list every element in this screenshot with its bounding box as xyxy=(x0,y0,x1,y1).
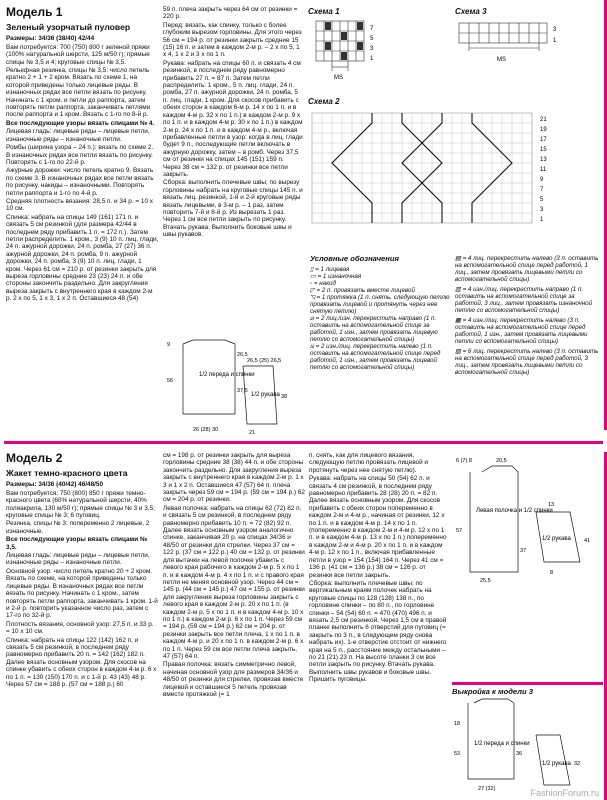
scheme-1-row-3: 3 xyxy=(370,46,374,53)
scheme-3-grid xyxy=(455,15,595,75)
model3-dim-3: 36 xyxy=(516,751,523,758)
model3-title: Выкройка к модели 3 xyxy=(452,688,533,696)
scheme-3-title: Схема 3 xyxy=(455,8,487,16)
pattern2-dim-7: 41 xyxy=(584,538,591,544)
pattern1-dim-3: 56 xyxy=(167,378,174,384)
pattern-model3 xyxy=(452,695,602,798)
cable-4-purl-left-icon: ▦ xyxy=(455,317,463,324)
skpo-icon: ◹ xyxy=(310,294,317,302)
scheme-3-row-1: 1 xyxy=(553,38,557,45)
model1-shoulder: 59 п. плеча закрыть через 64 см от резинки = 220 р. xyxy=(163,6,298,21)
model2-title: Модель 2 xyxy=(6,452,63,465)
model2-sleeves: Рукава: набрать на спицы 50 (54) 62 п. и связать 4 см резинкой, в последнем ряду равномерно прибавить 28 (28) 20 п. = 82 п. Далее вязать основным узором. Для скосов прибавить с обеих сторон попеременно в каждом 2-м и 4-м р., начиная от резинки, 12 х по 1 п. и в каждом 4-м р. 14 х по 1 п. (попеременно в каждом 2-м и 4-м р. 12 х по 1 п. и в каждом 4-м р. 13 х по 1 п.) попеременно в каждом 2-м и 4-м р. 20 х по 1 п. и в каждом 4-м р. 12 х по 1 п., включая прибавленные петли в узор = 154 (154) 164 п. Через 41 см = 136 р. (41 см = 136 р.) 38 см = 126 р. от резинки все петли закрыть. xyxy=(309,475,447,579)
model1-diamonds: Ромбы (ширина узора – 24 п.): вязать по схеме 2. В изнаночных рядах все петли вязать по рисунку. Повторять с 1-го по 22-й р. xyxy=(6,144,154,166)
model1-gauge: Средняя плотность вязания: 28,5 п. и 34 р. = 10 х 10 см. xyxy=(6,197,153,213)
divider-stripe xyxy=(4,441,603,444)
scheme-1-row-1: 1 xyxy=(370,56,374,63)
watermark: FashionForum.ru xyxy=(530,787,599,798)
pattern2-dim-3: 57 xyxy=(456,528,463,534)
pattern1-dim-7: 21 xyxy=(249,430,256,436)
model2-assembly: Сборка: выполнить плечевые швы; по вертикальным краям полочек набрать на круговые спицы по 128 (128) 138 п., по горловине спинки – по 80 п., по горловине спинки – 54 (54) 60 п. = 470 (470) 496 п. и вязать 2,5 см резинкой. Через 1,5 см в правой планке выполнить 6 отверстий для пуговиц (= закрыть по 3 п., в следующем ряду снова набрать их). 1-е отверстие отстоит от нижнего края на 5 п., расстояние между остальными – по 21 (21) 23 п. На высоте планки 3 см все петли закрыть по рисунку. Втачать рукава. Выполнить швы рукавов и боковые швы. Пришить пуговицы. xyxy=(309,579,447,684)
scheme-2-grid xyxy=(308,105,598,245)
legend-k2tog: ◸ = 2 п. провязать вместе лицевой xyxy=(310,287,415,295)
model1-rib: Рельефная резинка, спицы № 3,5: число петель кратно 2 + 1 + 2 кром. Вязать по схеме 1, на которой приведены только лицевые ряды. В изнаночных рядах все петли вязать по рисунку. Начинать с 1 кром. и петли до раппорта, затем повторять петли раппорта, заканчивать петлями после раппорта и 1 кром. Вязать с 1-го по 8-й р. xyxy=(6,67,151,119)
legend-right xyxy=(455,255,601,440)
pattern1-dim-2: 26,5 xyxy=(237,352,248,358)
scheme-3-row-3: 3 xyxy=(553,27,557,34)
model1-back: Спинка: набрать на спицы 149 (161) 171 п. и связать 5 см резинкой (для размера 42/44 в последнем ряду прибавить 1 п. = 172 п.). Затем петли распределить: 1 кром., 3 (9) 10 п. лиц. глади, 24 п. ажурной дорожки, 24 п. ромба, 27 (27) 36 п. ажурной дорожки, 24 п. ромба, 9 п. ажурной дорожки, 24 п. ромба, 3 (9) 10 п. лиц. глади, 1 кром. Через 61 см = 210 р. от резинки закрыть для выреза горловины средние 23 (23) 24 п. и обе стороны закончить раздельно. Для закругления выреза закрыть с внутреннего края в каждом 2-м р. 2 х по 5, 1 х 3, 1 х 2 п. Оставшиеся 48 (54) xyxy=(6,213,159,303)
legend-knit: ▯ = 1 лицевая xyxy=(310,266,350,274)
scheme-3-ms: MS xyxy=(497,57,506,64)
model2-materials: Вам потребуется: 750 (800) 850 г пряжи темно-красного цвета (60% натуральной шерсти, 40% полиакрила, 130 м/50 г); прямые спицы № 3 и 3,5; круговые спицы № 3; 6 пуговиц. xyxy=(6,489,155,520)
model3-dim-1: 18 xyxy=(454,721,461,728)
legend-skpo: ◹ = 1 протяжка (1 п. снять, следующую петлю провязать лицевой и протянуть через нее снятую петлю) xyxy=(310,294,450,316)
legend-purl: ▭ = 1 изнаночная xyxy=(310,273,362,281)
scheme-3 xyxy=(455,8,595,78)
cable-6-left-icon: ▧ xyxy=(455,348,463,355)
model1-sizes: Размеры: 34/36 (38/40) 42/44 xyxy=(6,35,95,43)
scheme-2-title: Схема 2 xyxy=(308,98,340,106)
model3-front-label: 1/2 переда и спинки xyxy=(474,741,530,748)
pattern2-dim-6: 13 xyxy=(548,502,555,508)
legend-c4-purl-left: ▦ = 4 изн./лиц. перекрестить налево (3 п. оставить на вспомогательной спице перед работой, 1 изн., затем провязать лицевыми петли со вспомогательной спицы) xyxy=(455,317,588,345)
model1-title: Модель 1 xyxy=(6,6,63,19)
model2-sizes: Размеры: 34/36 (40/42) 46/48/50 xyxy=(6,481,104,489)
cross-left-icon: ⧅ xyxy=(310,343,316,351)
scheme-1-row-7: 7 xyxy=(370,26,374,33)
model2-column-3 xyxy=(309,452,449,796)
scheme-1-row-5: 5 xyxy=(370,36,374,43)
legend-yo: ◦ = накид xyxy=(310,280,336,288)
model1-column-2 xyxy=(163,6,303,336)
model1-lace: Ажурные дорожки: число петель кратно 9. Вязать по схеме 3. В изнаночных рядах все петли вязать по рисунку, накиды – изнаночными. Повторять петли раппорта и 1-го по 4-й р. xyxy=(6,167,154,197)
model2-main-pattern: Основной узор: число петель кратно 20 + 2 кром. Вязать по схеме, на которой приведены только лицевые ряды. В изнаночных рядах все петли вязать по рисунку. Начинать с 1 кром., затем повторять петли раппорта, заканчивать 1 кром. 1-й и 2-й р. повторить указанное число раз, затем с 17-го по 32-й р. xyxy=(6,567,158,620)
model1-needles: Все последующие узоры вязать спицами № 4. xyxy=(6,119,155,127)
pattern1-dim-5: 26 (28) 30 xyxy=(193,427,219,433)
scheme-1-ms: MS xyxy=(334,75,343,82)
legend-left xyxy=(310,255,450,440)
pattern1-dim-4: 37,5 xyxy=(237,388,248,394)
scheme-2 xyxy=(308,98,598,248)
legend-c4-right: ▥ = 4 изн./лиц. перекрестить направо (1 п. оставить на вспомогательной спице за работой, 3 лиц., затем провязать изнаночной петлю со вспомогательной спицы) xyxy=(455,286,593,314)
model3-dim-4: 32 xyxy=(574,761,581,768)
model2-gauge: Плотность вязания, основной узор: 27,5 п. и 33 р. = 10 х 10 см. xyxy=(6,620,154,636)
pattern1-dim-8: 38 xyxy=(281,394,288,400)
model2-rib: Резинка, спицы № 3: попеременно 2 лицевые, 2 изнаночные. xyxy=(6,520,150,535)
pattern-model2 xyxy=(452,452,602,682)
pattern1-dim-6: 26,5 (25) 26,5 xyxy=(247,358,282,364)
cross-right-icon: ⧄ xyxy=(310,315,316,323)
purl-symbol-icon: ▭ xyxy=(310,273,318,281)
pattern2-dim-4: 37 xyxy=(520,548,527,554)
yarn-over-icon: ◦ xyxy=(310,280,314,288)
model2-subtitle: Жакет темно-красного цвета xyxy=(6,468,128,478)
scheme-1-title: Схема 1 xyxy=(308,8,340,16)
pattern2-front-label: Левая полочка и 1/2 спинки xyxy=(476,508,553,514)
pattern2-dim-5: 25,5 xyxy=(480,578,491,584)
cable-4-right-icon: ▥ xyxy=(455,286,463,293)
model2-neck: см = 198 р. от резинки закрыть для выреза горловины средние 38 (38) 44 п. и обе стороны закончить раздельно. Для закругления выреза закрыть с внутреннего края в каждом 2-м р. 1 х 3 и 1 х 2 п. Оставшиеся 47 (57) 64 п. плеча закрыть через 59 см = 194 р. (59 см = 194 р.) 62 см = 204 р. от резинки. xyxy=(163,452,305,504)
model3-stripe xyxy=(452,682,603,685)
model3-sleeve-label: 1/2 рукава xyxy=(542,761,571,768)
pattern1-dim-1: 9 xyxy=(167,342,171,348)
legend-cross-left: ⧅ = 2 изн./лиц. перекрестить налево (1 п. оставить на вспомогательной спице перед работой, 1 изн., затем провязать лицевой петлю со вспомогательной спицы) xyxy=(310,343,441,372)
model1-subtitle: Зеленый узорчатый пуловер xyxy=(6,22,131,32)
model1-assembly: Сборка: выполнить плечевые швы; по вырезу горловины набрать на круговые спицы 145 п. и вязать лиц. резинкой, 1-й и 2-й круговые ряды вязать лицевыми, в 3-м р. – 1 раз, затем повторить 7-й и 8-й р. Из вырезать 1 раз. Через 1 см все петли закрыть по рисунку. Втачать рукава. Выполнить боковые швы и швы рукавов. xyxy=(163,179,303,239)
cable-4-left-icon: ▤ xyxy=(455,255,463,262)
model2-right-front: Правая полочка: вязать симметрично левой, начиная основной узор для размеров 34/36 и 48/50 от резинки для стрелки, провязав вместе лицевой и оставшиеся 5 петель провязав вместе протяжкой (= 1 xyxy=(163,661,304,698)
legend-title: Условные обозначения xyxy=(310,255,399,263)
model1-front: Перед: вязать, как спинку, только с более глубоким вырезом горловины. Для этого через 56 см = 194 р. от резинки закрыть средние 15 (15) 16 п. и затем в каждом 2-м р. – 2 х по 5, 1 х 4, 1 х 2 и 3 х по 1 п. xyxy=(163,21,302,59)
pattern2-dim-2: 20,5 xyxy=(496,458,507,464)
model2-left-front: Левая полочка: набрать на спицы 62 (72) 82 п. и связать 5 см резинкой, в последнем ряду равномерно прибавить 10 п. = 72 (82) 92 п. Далее вязать основным узором аналогично спинке, заканчивая 20 р. на спицах 34/36 и 48/50 от резинки для стрелки. Через 37 см = 122 р. (37 см = 122 р.) 40 см = 132 р. от резинки для вытачки на левой полочке убавить с левого края рабочего в каждом 2-м р. 5 х по 1 п. и в каждом 4-м р. 4 х по 1 п. и с правого края петли не меняя основной узор. Через 44 см = 145 р. (44 см = 145 р.) 47 см = 155 р. от резинки для закругления выреза горловины закрыть с левого края в каждом 2-м р. 20 х по 1 п. (в каждом 2-м р. 5 х по 1 п. и в каждом 4-м р. 10 х по 1 п.) в каждом 2-м р. 6 х по 1 п. Через 59 см = 194 р. (59 см = 194 р.) 62 см = 204 р. от резинки закрыть все петли плеча, 1 х по 1 п. в каждом 4-м р. и 20 х по 1 п. в каждом 2-м р. 6 х по 1 п. Через 59 см все петли плеча закрыть, 47 (57) 64 п. xyxy=(163,504,305,660)
model2-column-2 xyxy=(163,452,305,796)
model2-slip: п. снять, как для лицевого вязания, следующую петлю провязать лицевой и протянуть через нее снятую петлю). xyxy=(309,452,428,474)
model2-stockinette: Лицевая гладь: лицевые ряды – лицевые петли, изнаночные ряды – изнаночные петли. xyxy=(6,552,150,567)
k2tog-icon: ◸ xyxy=(310,287,317,295)
model1-sleeves: Рукава: набрать на спицы 60 п. и связать 4 см резинкой, в последнем ряду равномерно прибавить 27 п. = 87 п. Затем петли распределить: 1 кром., 5 п. лиц. глади, 24 п. ромба, 27 п. ажурной дорожки, 24 п. ромба, 5 п. лиц. глади, 1 кром. Для скосов прибавить с обеих сторон в каждом 6-м р. 14 х по 1 п. и в каждом 4-м р. 32 х по 1 п.) в каждом 2-м р. 9 х по 1 п. и в каждом 4-м р. 30 х по 1 п.) в каждом 2-м р. 24 х по 1 п. и в каждом 4-м р., включая прибавленные петли в узор: когда в лиц. глади будет 9 п., последующие петли включать в ажурную дорожку, затем – в ромб. Через 37,5 см от резинки на спицах 145 (151) 159 п. Через 38 см = 132 р. от резинки все петли закрыть. xyxy=(163,59,303,178)
scheme-2-row-15: 15 xyxy=(540,147,547,154)
model2-column-1 xyxy=(6,452,159,796)
model1-stockinette: Лицевая гладь: лицевые ряды – лицевые петли, изнаночные ряды – изнаночные петли. xyxy=(6,128,150,143)
scheme-2-row-1: 1 xyxy=(540,217,544,224)
scheme-2-row-7: 7 xyxy=(540,187,544,194)
legend-c6-left: ▧ = 6 лиц. перекрестить налево (3 п. оставить на вспомогательной спице перед работой, 3 лиц., затем провязать лицевыми петли со вспомогательной спицы) xyxy=(455,348,599,376)
model3-pattern-box xyxy=(452,688,602,798)
scheme-2-row-13: 13 xyxy=(540,157,547,164)
pattern2-dim-8: 8 xyxy=(550,570,554,576)
model3-dim-5: 27 (32) xyxy=(478,786,496,793)
pattern2-dim-1: 6 (7) 8 xyxy=(456,458,472,464)
model1-materials: Вам потребуется: 700 (750) 800 г зеленой пряжи (100% натуральной шерсти, 125 м/50 г); прямые спицы № 3,5 и 4; круговые спицы № 3,5. xyxy=(6,43,150,66)
knit-symbol-icon: ▯ xyxy=(310,266,316,274)
model1-column-1 xyxy=(6,6,159,426)
scheme-1 xyxy=(308,8,428,88)
scheme-2-row-5: 5 xyxy=(540,197,544,204)
pattern1-sleeve-label: 1/2 рукава xyxy=(251,392,280,398)
model2-needles: Все последующие узоры вязать спицами № 3,5. xyxy=(6,536,148,551)
scheme-2-row-3: 3 xyxy=(540,207,544,214)
legend-cross-right: ⧄ = 2 лиц./изн. перекрестить направо (1 п. оставить на вспомогательной спице за работой, 1 изн., затем провязать лицевую петлю со вспомогательной спицы) xyxy=(310,315,438,344)
scheme-2-row-9: 9 xyxy=(540,177,544,184)
scheme-2-row-17: 17 xyxy=(540,137,547,144)
pattern2-sleeve-label: 1/2 рукава xyxy=(542,536,571,542)
scheme-1-grid xyxy=(308,15,428,85)
model2-back: Спинка: набрать на спицы 122 (142) 162 п. и связать 5 см резинкой, в последнем ряду равномерно прибавить 20 п. = 142 (162) 182 п. Далее вязать основным узором. Для скосов на спинке убавить с обеих сторон в каждом 4-м р. 6 х по 1 п. = 130 (150) 170 п. и с 1-й р. 43 (43) 48 р. Через 57 см = 188 р. (57 см = 188 р.) 60 xyxy=(6,636,157,688)
legend-c4-left: ▤ = 4 лиц. перекрестить налево (3 п. оставить на вспомогательной спице перед работой, 1 лиц., затем провязать лицевыми петли со вспомогательной спицы) xyxy=(455,255,599,283)
model3-dim-2: 53 xyxy=(454,751,461,758)
pattern1-front-label: 1/2 переда и спинки xyxy=(199,372,255,378)
pattern-model1 xyxy=(163,336,308,448)
scheme-2-row-21: 21 xyxy=(540,117,547,124)
scheme-2-row-19: 19 xyxy=(540,127,547,134)
scheme-2-row-11: 11 xyxy=(540,167,547,174)
